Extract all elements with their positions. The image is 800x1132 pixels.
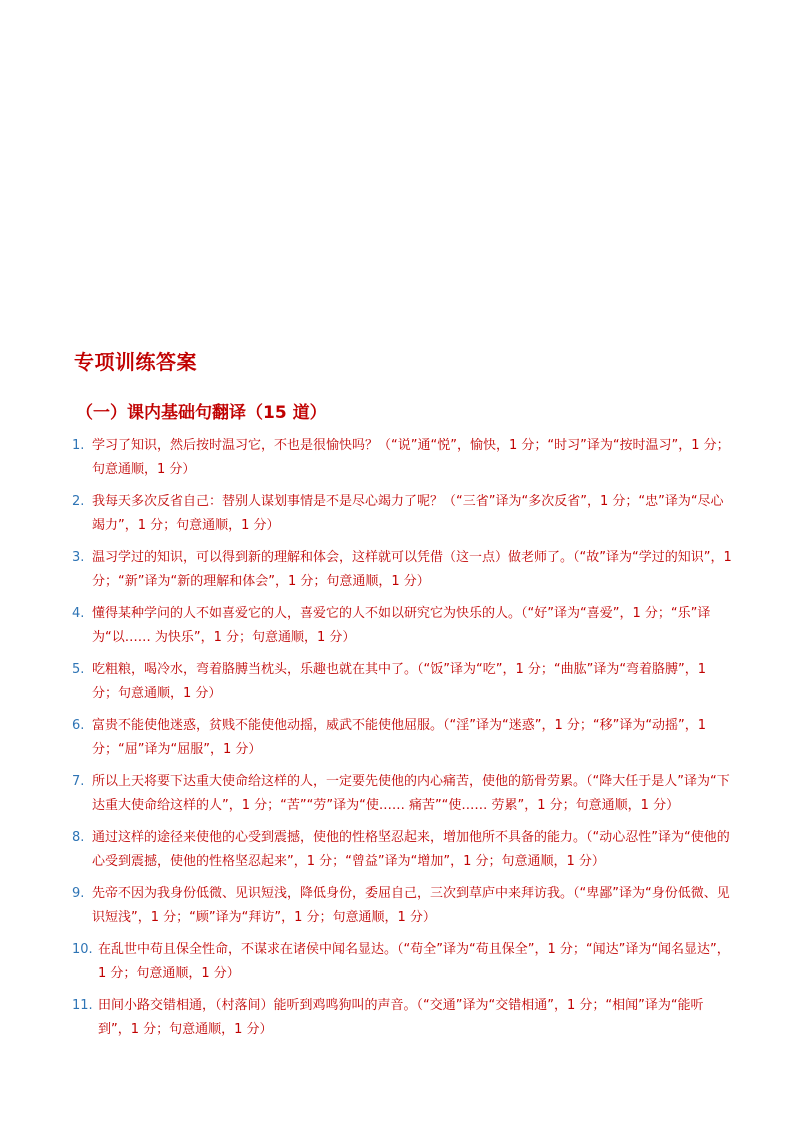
list-item	[72, 826, 732, 874]
list-item	[72, 602, 732, 650]
list-item-text: 田间小路交错相通，（村落间）能听到鸡鸣狗叫的声音。（“交通”译为“交错相通”，1 分；“相闻”译为“能听到”，1 分；句意通顺，1 分）	[98, 998, 704, 1037]
answer-list	[72, 434, 732, 1050]
list-item	[72, 770, 732, 818]
list-item-text: 富贵不能使他迷惑，贫贱不能使他动摇，威武不能使他屈服。（“淫”译为“迷惑”，1 分；“移”译为“动摇”，1 分；“屈”译为“屈服”，1 分）	[92, 718, 707, 757]
list-item	[72, 714, 732, 762]
list-item-number: 5.	[72, 662, 85, 677]
list-item-number: 7.	[72, 774, 85, 789]
list-item-number: 9.	[72, 886, 85, 901]
list-item-number: 11.	[72, 998, 93, 1013]
list-item	[72, 882, 732, 930]
list-item-number: 10.	[72, 942, 93, 957]
list-item-number: 2.	[72, 494, 85, 509]
list-item-text: 通过这样的途径来使他的心受到震撼，使他的性格坚忍起来，增加他所不具备的能力。（“动心忍性”译为“使他的心受到震撼，使他的性格坚忍起来”，1 分；“曾益”译为“增加”，1 分；句意通顺，1 分）	[92, 830, 730, 869]
list-item	[72, 994, 732, 1042]
list-item-number: 8.	[72, 830, 85, 845]
list-item-text: 所以上天将要下达重大使命给这样的人，一定要先使他的内心痛苦，使他的筋骨劳累。（“降大任于是人”译为“下达重大使命给这样的人”，1 分；“苦”“劳”译为“使…… 痛苦”“使…… 劳累”，1 分；句意通顺，1 分）	[92, 774, 730, 813]
list-item-text: 学习了知识，然后按时温习它，不也是很愉快吗？（“说”通“悦”，愉快，1 分；“时习”译为“按时温习”，1 分；句意通顺，1 分）	[92, 438, 730, 477]
list-item-number: 4.	[72, 606, 85, 621]
section-title: （一）课内基础句翻译（15 道）	[76, 403, 327, 423]
list-item-text: 先帝不因为我身份低微、见识短浅，降低身份，委屈自己，三次到草庐中来拜访我。（“卑鄙”译为“身份低微、见识短浅”，1 分；“顾”译为“拜访”，1 分；句意通顺，1 分）	[92, 886, 730, 925]
list-item	[72, 658, 732, 706]
list-item	[72, 490, 732, 538]
list-item-number: 3.	[72, 550, 85, 565]
list-item-number: 1.	[72, 438, 85, 453]
document-title: 专项训练答案	[74, 350, 197, 374]
list-item-text: 在乱世中苟且保全性命，不谋求在诸侯中闻名显达。（“苟全”译为“苟且保全”，1 分；“闻达”译为“闻名显达”，1 分；句意通顺，1 分）	[98, 942, 730, 981]
list-item	[72, 546, 732, 594]
list-item-text: 温习学过的知识，可以得到新的理解和体会，这样就可以凭借（这一点）做老师了。（“故”译为“学过的知识”，1 分；“新”译为“新的理解和体会”，1 分；句意通顺，1 分）	[92, 550, 732, 589]
list-item-text: 懂得某种学问的人不如喜爱它的人，喜爱它的人不如以研究它为快乐的人。（“好”译为“喜爱”，1 分；“乐”译为“以…… 为快乐”，1 分；句意通顺，1 分）	[92, 606, 711, 645]
list-item-text: 吃粗粮，喝冷水，弯着胳膊当枕头，乐趣也就在其中了。（“饭”译为“吃”，1 分；“曲肱”译为“弯着胳膊”，1 分；句意通顺，1 分）	[92, 662, 707, 701]
list-item-text: 我每天多次反省自己：替别人谋划事情是不是尽心竭力了呢？（“三省”译为“多次反省”，1 分；“忠”译为“尽心竭力”，1 分；句意通顺，1 分）	[92, 494, 724, 533]
list-item	[72, 434, 732, 482]
list-item-number: 6.	[72, 718, 85, 733]
list-item	[72, 938, 732, 986]
